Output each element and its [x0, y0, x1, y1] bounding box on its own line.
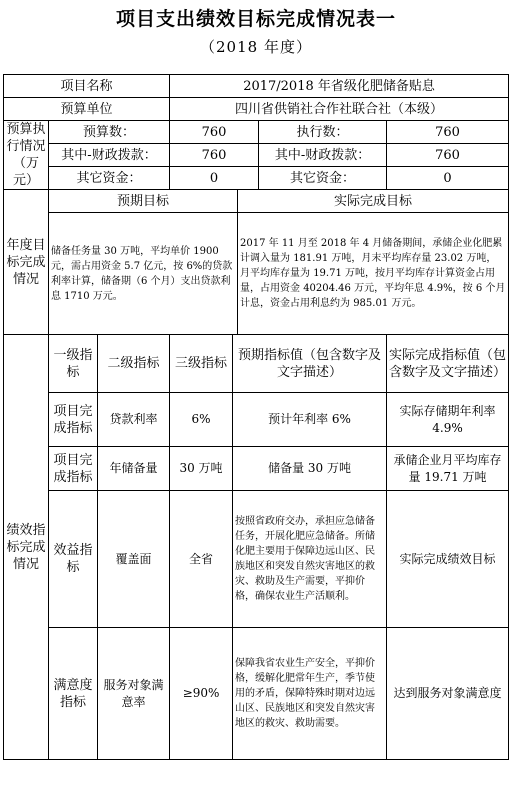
indicator-level1: 项目完成指标: [49, 447, 98, 491]
indicator-row: [4, 447, 509, 491]
indicator-level3: 全省: [170, 491, 233, 628]
header-actual-value: 实际完成指标值（包含数字及文字描述）: [387, 335, 509, 393]
execution-value: 0: [387, 167, 509, 190]
execution-label: 执行数：: [259, 121, 387, 144]
indicator-actual: 实际存储期年利率 4.9%: [387, 393, 509, 447]
annual-section-label: 年度目标完成情况: [4, 190, 49, 335]
header-expected-value: 预期指标值（包含数字及文字描述）: [233, 335, 387, 393]
indicator-header-row: [4, 335, 509, 393]
indicator-row: [4, 393, 509, 447]
annual-content-row: [4, 213, 509, 335]
annual-header-row: [4, 190, 509, 213]
budget-value: 760: [170, 144, 259, 167]
header-level3: 三级指标: [170, 335, 233, 393]
indicator-actual: 达到服务对象满意度: [387, 628, 509, 760]
indicator-level3: 6%: [170, 393, 233, 447]
performance-section-label: 绩效指标完成情况: [4, 335, 49, 760]
project-name-label: 项目名称: [4, 75, 170, 98]
indicator-row: [4, 491, 509, 628]
page-title: 项目支出绩效目标完成情况表一: [115, 8, 396, 30]
indicator-actual: 承储企业月平均库存量 19.71 万吨: [387, 447, 509, 491]
performance-table: [3, 74, 509, 760]
indicator-expected: 储备量 30 万吨: [233, 447, 387, 491]
indicator-row: [4, 628, 509, 760]
budget-label: 预算数：: [49, 121, 170, 144]
project-name-row: [4, 75, 509, 98]
indicator-level1: 满意度指标: [49, 628, 98, 760]
header-level1: 一级指标: [49, 335, 98, 393]
indicator-level2: 覆盖面: [98, 491, 170, 628]
actual-goal-text: 2017 年 11 月至 2018 年 4 月储备期间，承储企业化肥累计调入量为 181.91 万吨，月末平均库存量 23.02 万吨，月平均库存量为 19.71 万吨，按月平均库存计算资金占用量，占用资金 40204.46 万元，平均年息 4.9%，按 6 个月计息，资金占用利息约为 985.01 万元。: [238, 213, 509, 335]
expected-goal-text: 储备任务量 30 万吨，平均单价 1900元，需占用资金 5.7 亿元，按 6%的贷款利率计算，储备期（6 个月）支出贷款利息 1710 万元。: [49, 213, 238, 335]
expected-goal-header: 预期目标: [49, 190, 238, 213]
header-level2: 二级指标: [98, 335, 170, 393]
budget-row: [4, 167, 509, 190]
indicator-level3: ≥90%: [170, 628, 233, 760]
execution-label: 其中-财政拨款：: [259, 144, 387, 167]
budget-unit-label: 预算单位: [4, 98, 170, 121]
indicator-expected: 保障我省农业生产安全，平抑价格，缓解化肥常年生产，季节使用的矛盾，保障特殊时期对边远山区、民族地区和突发自然灾害地区的救灾、救助需要。: [233, 628, 387, 760]
indicator-level2: 年储备量: [98, 447, 170, 491]
actual-goal-header: 实际完成目标: [238, 190, 509, 213]
indicator-level1: 效益指标: [49, 491, 98, 628]
indicator-expected: 预计年利率 6%: [233, 393, 387, 447]
project-name-value: 2017/2018 年省级化肥储备贴息: [170, 75, 509, 98]
budget-row: [4, 144, 509, 167]
budget-label: 其它资金：: [49, 167, 170, 190]
execution-value: 760: [387, 144, 509, 167]
indicator-level1: 项目完成指标: [49, 393, 98, 447]
budget-section-label: 预算执行情况（万元）: [4, 121, 49, 190]
indicator-level3: 30 万吨: [170, 447, 233, 491]
indicator-level2: 服务对象满意率: [98, 628, 170, 760]
indicator-expected: 按照省政府交办，承担应急储备任务，开展化肥应急储备。所储化肥主要用于保障边远山区、民族地区和突发自然灾害地区的救灾、救助及生产需要，平抑价格，确保农业生产活顺利。: [233, 491, 387, 628]
execution-label: 其它资金：: [259, 167, 387, 190]
budget-value: 760: [170, 121, 259, 144]
budget-label: 其中-财政拨款：: [49, 144, 170, 167]
page-subtitle: （2018 年度）: [200, 38, 312, 56]
indicator-actual: 实际完成绩效目标: [387, 491, 509, 628]
budget-unit-value: 四川省供销社合作社联合社（本级）: [170, 98, 509, 121]
indicator-level2: 贷款利率: [98, 393, 170, 447]
budget-row: [4, 121, 509, 144]
budget-unit-row: [4, 98, 509, 121]
budget-value: 0: [170, 167, 259, 190]
execution-value: 760: [387, 121, 509, 144]
